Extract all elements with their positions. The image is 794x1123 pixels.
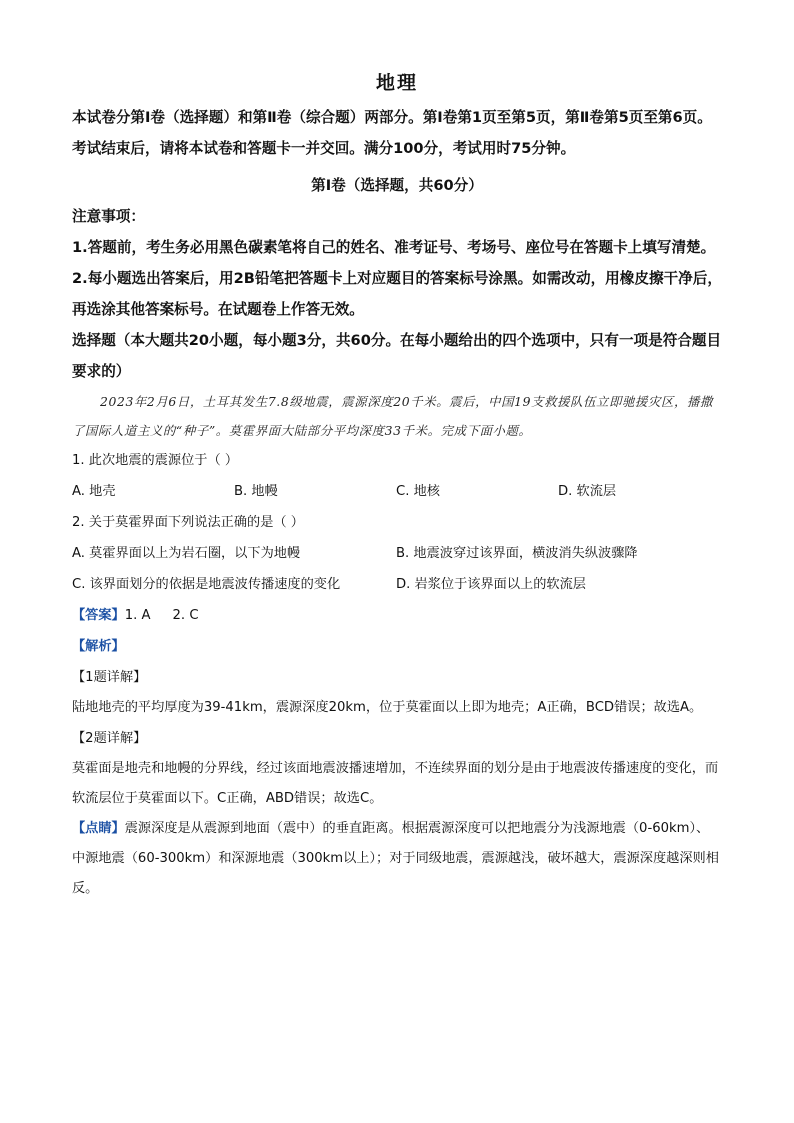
question-2-options [72, 538, 722, 600]
analysis-line [72, 631, 722, 662]
page-title: 地理 [375, 72, 418, 94]
point-paragraph [72, 814, 722, 904]
exam-page [72, 62, 722, 904]
answer-line [72, 600, 722, 631]
question-1-stem: 1. 此次地震的震源位于（ ） [72, 453, 239, 468]
q2-option-c: C. 该界面划分的依据是地震波传播速度的变化 [72, 577, 341, 592]
q2-option-a: A. 莫霍界面以上为岩石圈，以下为地幔 [72, 546, 301, 561]
question-1-options [72, 476, 722, 507]
question-passage: 2023年2月6日，土耳其发生7.8级地震，震源深度20千米。震后，中国19支救援队伍立即驰援灾区，播撒了国际人道主义的“种子”。莫霍界面大陆部分平均深度33千米。完成下面小题。 [72, 394, 713, 438]
detail-1-heading: 【1题详解】 [72, 670, 147, 685]
notice-item-2: 2.每小题选出答案后，用2B铅笔把答题卡上对应题目的答案标号涂黑。如需改动，用橡皮擦干净后，再选涂其他答案标号。在试题卷上作答无效。 [72, 270, 722, 318]
question-2-stem: 2. 关于莫霍界面下列说法正确的是（ ） [72, 515, 304, 530]
q2-option-b: B. 地震波穿过该界面，横波消失纵波骤降 [396, 546, 638, 561]
answer-2: 2. C [172, 608, 199, 623]
analysis-tag: 【解析】 [72, 639, 125, 654]
q2-option-d: D. 岩浆位于该界面以上的软流层 [396, 577, 586, 592]
choice-section-intro: 选择题（本大题共20小题，每小题3分，共60分。在每小题给出的四个选项中，只有一项是符合题目要求的） [72, 332, 722, 380]
answer-1: 1. A [124, 608, 151, 623]
answer-tag: 【答案】 [72, 608, 125, 623]
notice-heading: 注意事项： [72, 208, 145, 225]
q1-option-a: A. 地壳 [72, 484, 116, 499]
detail-1-text: 陆地地壳的平均厚度为39-41km，震源深度20km，位于莫霍面以上即为地壳；A正确，BCD错误；故选A。 [72, 700, 703, 715]
q1-option-b: B. 地幔 [234, 484, 278, 499]
point-tag: 【点睛】 [72, 821, 125, 836]
section-title: 第Ⅰ卷（选择题，共60分） [311, 177, 483, 194]
detail-2-text: 莫霍面是地壳和地幔的分界线，经过该面地震波播速增加，不连续界面的划分是由于地震波传播速度的变化，而软流层位于莫霍面以下。C正确，ABD错误；故选C。 [72, 761, 719, 806]
q1-option-c: C. 地核 [396, 484, 440, 499]
exam-intro: 本试卷分第Ⅰ卷（选择题）和第Ⅱ卷（综合题）两部分。第Ⅰ卷第1页至第5页，第Ⅱ卷第5页至第6页。考试结束后，请将本试卷和答题卡一并交回。满分100分，考试用时75分钟。 [72, 109, 712, 157]
q1-option-d: D. 软流层 [558, 484, 617, 499]
notice-item-1: 1.答题前，考生务必用黑色碳素笔将自己的姓名、准考证号、考场号、座位号在答题卡上填写清楚。 [72, 239, 716, 256]
detail-2-heading: 【2题详解】 [72, 731, 147, 746]
point-text: 震源深度是从震源到地面（震中）的垂直距离。根据震源深度可以把地震分为浅源地震（0-60km）、中源地震（60-300km）和深源地震（300km以上）；对于同级地震，震源越浅，破坏越大，震源深度越深则相反。 [72, 821, 719, 896]
